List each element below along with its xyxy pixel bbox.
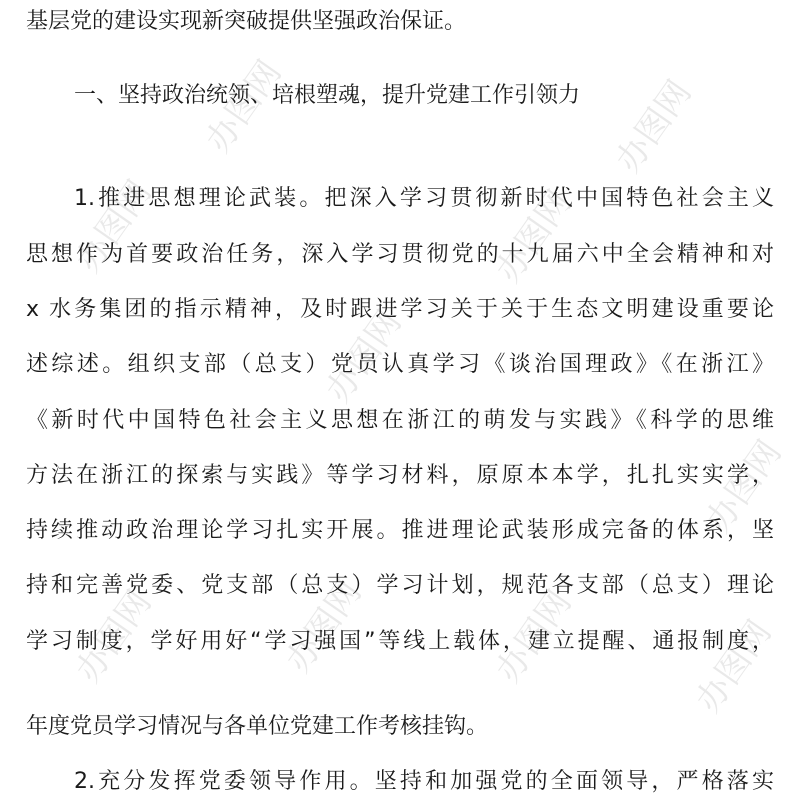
text-line-4: 思想作为首要政治任务，深入学习贯彻党的十九届六中全会精神和对	[26, 242, 774, 267]
text-line-5: x 水务集团的指示精神，及时跟进学习关于关于生态文明建设重要论	[26, 297, 774, 322]
text-line-11: 学习制度，学好用好“学习强国”等线上载体，建立提醒、通报制度，	[26, 629, 774, 654]
watermark-9: 办图网	[198, 53, 290, 160]
watermark-6: 办图网	[278, 573, 370, 680]
text-line-7: 《新时代中国特色社会主义思想在浙江的萌发与实践》《科学的思维	[26, 408, 774, 433]
watermark-4: 办图网	[698, 433, 790, 540]
watermark-2: 办图网	[318, 303, 410, 410]
text-line-6: 述综述。组织支部（总支）党员认真学习《谈治国理政》《在浙江》	[26, 352, 774, 377]
section-heading: 一、坚持政治统领、培根塑魂，提升党建工作引领力	[74, 83, 581, 108]
text-line-13: 2.充分发挥党委领导作用。坚持和加强党的全面领导，严格落实	[74, 769, 774, 794]
watermark-3: 办图网	[488, 183, 580, 290]
watermark-8: 办图网	[688, 613, 780, 720]
text-line-10: 持和完善党委、党支部（总支）学习计划，规范各支部（总支）理论	[26, 573, 774, 598]
watermark-5: 办图网	[68, 583, 160, 690]
text-line-8: 方法在浙江的探索与实践》等学习材料，原原本本学，扎扎实实学，	[26, 463, 774, 488]
text-line-12: 年度党员学习情况与各单位党建工作考核挂钩。	[26, 714, 489, 739]
watermark-1: 办图网	[68, 173, 160, 280]
text-line-1: 基层党的建设实现新突破提供坚强政治保证。	[26, 9, 467, 34]
watermark-10: 办图网	[608, 73, 700, 180]
watermark-7: 办图网	[488, 583, 580, 690]
text-line-9: 持续推动政治理论学习扎实开展。推进理论武装形成完备的体系，坚	[26, 518, 774, 543]
text-line-3: 1.推进思想理论武装。把深入学习贯彻新时代中国特色社会主义	[74, 186, 774, 211]
